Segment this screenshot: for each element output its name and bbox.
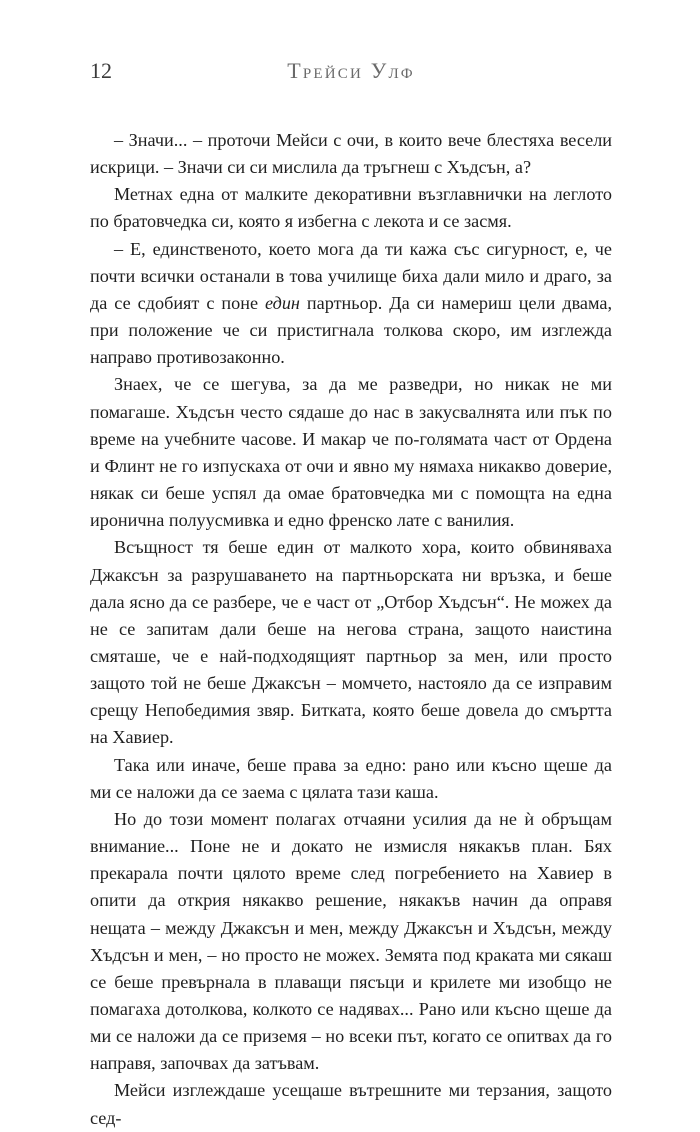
paragraph: Знаех, че се шегува, за да ме разведри, но никак не ми помагаше. Хъдсън често сядаше до нас в закусвалнята или пък по време на учебните часове. И макар че по-голямата част от Ордена и Флинт не го изпускаха от очи и явно му нямаха никакво доверие, някак си беше успял да омае братовчедка ми с помощта на една иронична полуусмивка и едно френско лате с ванилия. <box>90 374 612 531</box>
paragraph: – Е, единственото, което мога да ти кажа със сигурност, е, че почти всички останали в това училище биха дали мило и драго, за да се сдобият с поне един партньор. Да си намериш цели двама, при положение че си пристигнала толкова скоро, им изглежда направо противозаконно. <box>90 238 612 368</box>
running-head <box>90 58 612 88</box>
emphasized-word: един <box>265 292 300 313</box>
paragraph: Но до този момент полагах отчаяни усилия да не ѝ обръщам внимание... Поне не и докато не измисля някакъв план. Бях прекарала почти цялото време след погребението на Хавиер в опити да открия някакво решение, някакъв начин да оправя нещата – между Джаксън и мен, между Джаксън и Хъдсън, между Хъдсън и мен, – но просто не можех. Земята под краката ми сякаш се беше превърнала в плаващи пясъци и крилете ми изобщо не помагаха дотолкова, колкото се надявах... Рано или късно щеше да ми се наложи да се приземя – но всеки път, когато се опитвах да го направя, започвах да затъвам. <box>90 808 612 1074</box>
paragraph: – Значи... – проточи Мейси с очи, в които вече блестяха весели искрици. – Значи си си мислила да тръгнеш с Хъдсън, а? <box>90 130 612 178</box>
page-number: 12 <box>90 58 112 83</box>
paragraph: Метнах една от малките декоративни възглавнички на леглото по братовчедка си, която я избегна с лекота и се засмя. <box>90 184 612 232</box>
text-body <box>90 127 612 1132</box>
paragraph: Всъщност тя беше един от малкото хора, които обвиняваха Джаксън за разрушаването на партньорската ни връзка, и беше дала ясно да се разбере, че е част от „Отбор Хъдсън“. Не можех да не се запитам дали беше на негова страна, защото наистина смяташе, че е най-подходящият партньор за мен, или просто защото той не беше Джаксън – момчето, настояло да се изправим срещу Непобедимия звяр. Битката, която беше довела до смъртта на Хавиер. <box>90 537 612 748</box>
paragraph: Така или иначе, беше права за едно: рано или късно щеше да ми се наложи да се заема с цялата тази каша. <box>90 754 612 802</box>
book-author: Трейси Улф <box>287 58 415 83</box>
paragraph: Мейси изглеждаше усещаше вътрешните ми терзания, защото сед- <box>90 1080 612 1128</box>
